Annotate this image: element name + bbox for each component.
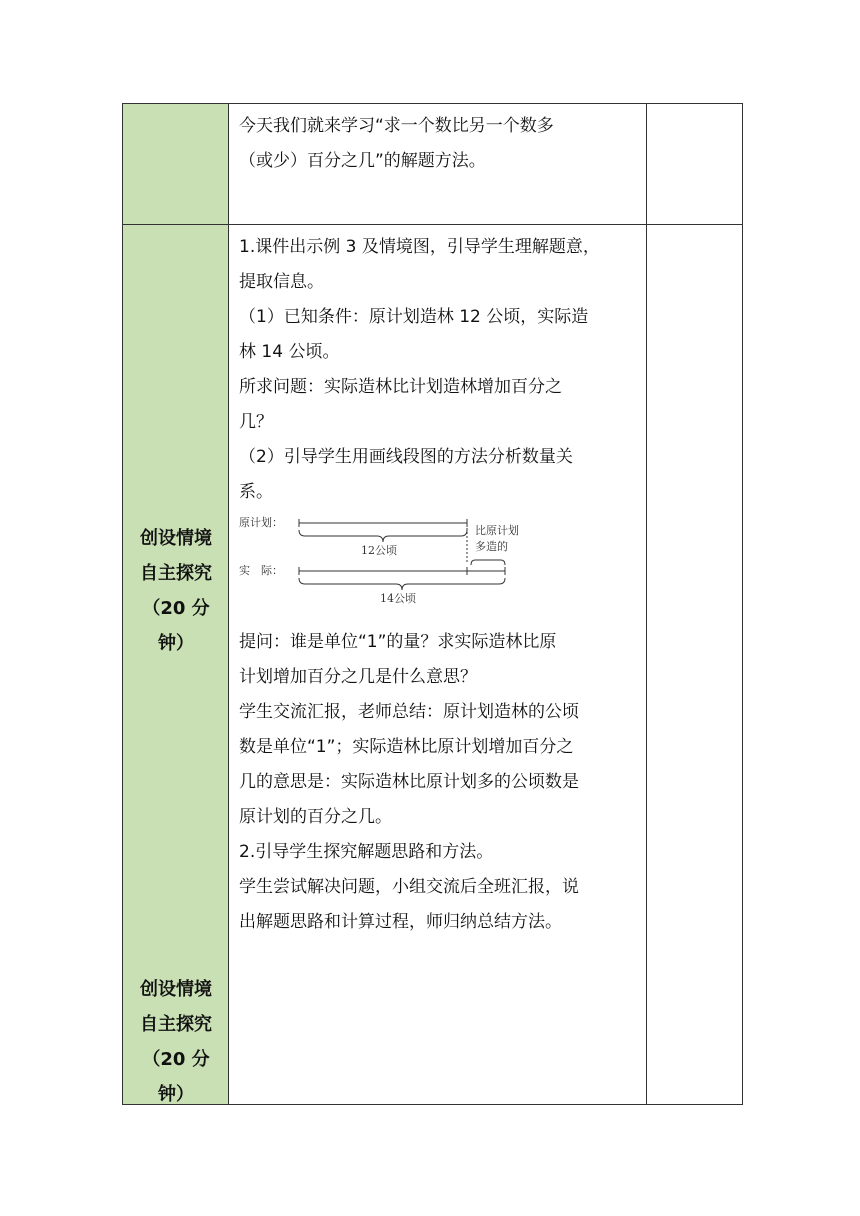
stage-line: 自主探究 xyxy=(140,563,212,584)
text-line: 几的意思是：实际造林比原计划多的公顷数是 xyxy=(239,772,579,792)
notes-cell xyxy=(647,104,743,225)
text-line: 学生尝试解决问题，小组交流后全班汇报，说 xyxy=(239,877,579,897)
stage-line: 钟） xyxy=(158,1084,194,1105)
stage-line: 创设情境 xyxy=(140,528,212,549)
line-segment-diagram xyxy=(239,514,549,606)
text-line: 所求问题：实际造林比计划造林增加百分之 xyxy=(239,377,562,397)
content-cell xyxy=(229,225,647,1105)
stage-line: 钟） xyxy=(158,633,194,654)
extra-label-2: 多造的 xyxy=(475,540,508,553)
extra-label-1: 比原计划 xyxy=(475,524,519,537)
stage-cell xyxy=(123,225,229,1105)
text-line: （2）引导学生用画线段图的方法分析数量关 xyxy=(239,447,573,467)
stage-line: （20 分 xyxy=(142,598,210,619)
stage-line: 自主探究 xyxy=(140,1014,212,1035)
notes-cell xyxy=(647,225,743,1105)
plan-brace xyxy=(299,530,467,542)
text-line: 林 14 公顷。 xyxy=(239,342,340,362)
text-line: 几？ xyxy=(239,412,273,432)
text-line: 2.引导学生探究解题思路和方法。 xyxy=(239,842,494,862)
plan-value: 12公顷 xyxy=(361,544,397,557)
text-line: 提问：谁是单位“1”的量？求实际造林比原 xyxy=(239,632,557,652)
stage-line: （20 分 xyxy=(142,1049,210,1070)
text-line: 计划增加百分之几是什么意思？ xyxy=(239,667,477,687)
stage-label-top xyxy=(123,521,229,661)
text-line: 出解题思路和计算过程，师归纳总结方法。 xyxy=(239,912,562,932)
extra-brace xyxy=(471,560,505,565)
text-line: 今天我们就来学习“求一个数比另一个数多 xyxy=(239,116,554,136)
table-row xyxy=(123,104,743,225)
text-line: （或少）百分之几”的解题方法。 xyxy=(239,151,486,171)
actual-brace xyxy=(299,578,505,590)
plan-label: 原计划： xyxy=(239,516,283,529)
stage-label-bottom xyxy=(123,972,229,1112)
text-line: 学生交流汇报，老师总结：原计划造林的公顷 xyxy=(239,702,579,722)
content-cell xyxy=(229,104,647,225)
lesson-plan-table xyxy=(122,103,743,1105)
stage-line: 创设情境 xyxy=(140,979,212,1000)
stage-cell xyxy=(123,104,229,225)
actual-value: 14公顷 xyxy=(380,592,416,605)
text-line: 1.课件出示例 3 及情境图，引导学生理解题意， xyxy=(239,237,600,257)
table-row xyxy=(123,225,743,1105)
text-line: 数是单位“1”；实际造林比原计划增加百分之 xyxy=(239,737,574,757)
text-line: 原计划的百分之几。 xyxy=(239,807,392,827)
actual-label: 实 际： xyxy=(239,564,283,577)
text-line: 提取信息。 xyxy=(239,272,324,292)
text-line: （1）已知条件：原计划造林 12 公顷，实际造 xyxy=(239,307,589,327)
text-line: 系。 xyxy=(239,482,273,502)
